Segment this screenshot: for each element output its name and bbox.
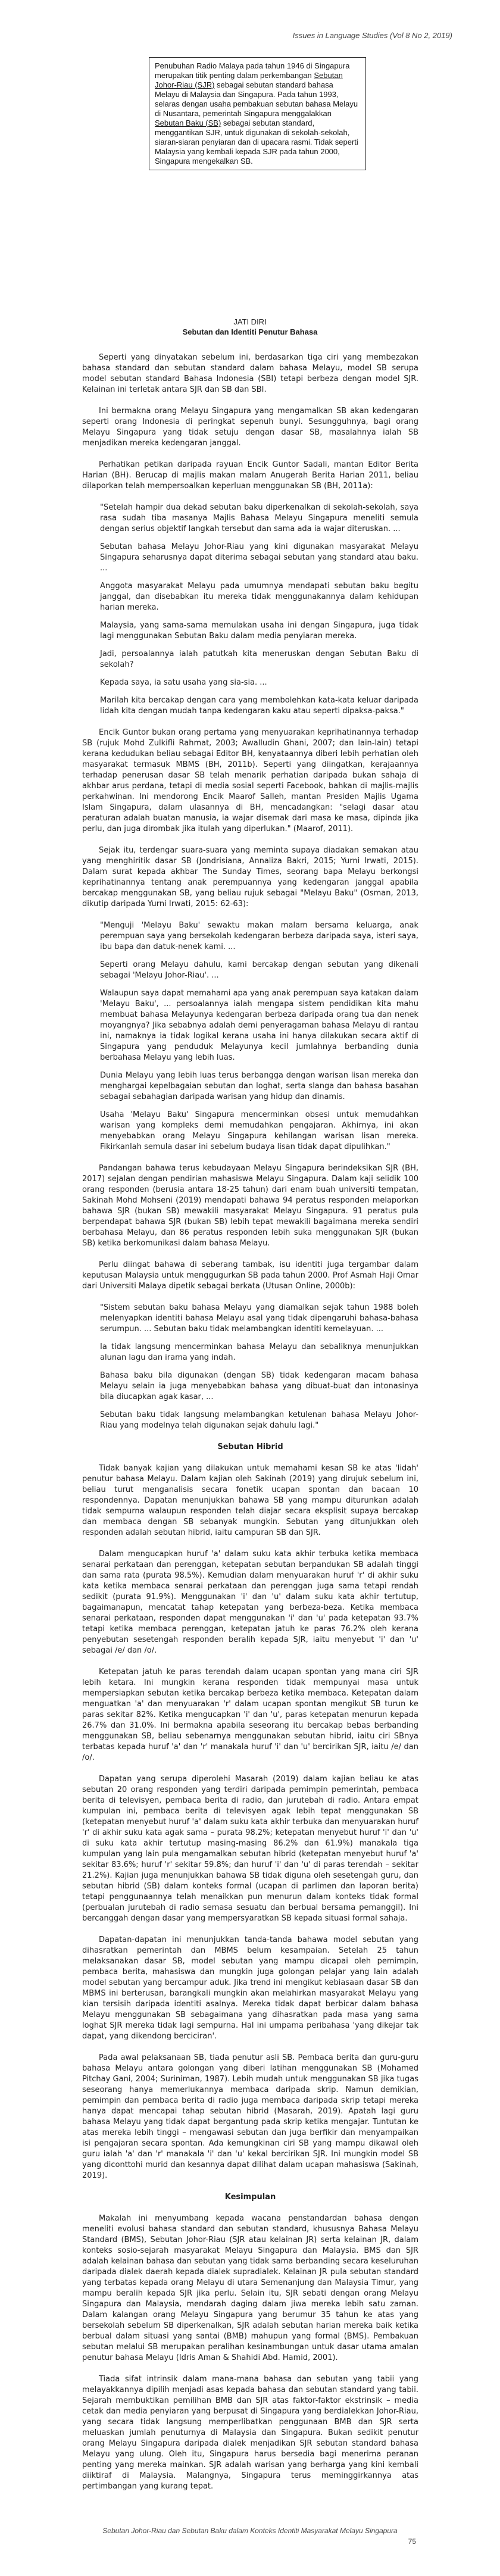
block-quote: Usaha 'Melayu Baku' Singapura mencerminkan obsesi untuk memudahkan warisan yang kompleks demi memudahkan pengajaran. Akhirnya, ini akan menyebabkan orang Melayu Singapura kehilangan warisan lisan mereka. Fikirkanlah semula dasar ini sebelum budaya lisan tidak dapat dipulihkan."	[100, 1110, 418, 1151]
article-body	[82, 352, 418, 2503]
highlight-underline-sb: Sebutan Baku (SB)	[155, 118, 221, 127]
paragraph: Perhatikan petikan daripada rayuan Encik Guntor Sadali, mantan Editor Berita Harian (BH). Berucap di majlis makan malam Anugerah Berita Harian 2011, beliau dilaporkan telah mempersoalkan keperluan menggunakan SB (BH, 2011a):	[82, 460, 418, 491]
paragraph: Dalam mengucapkan huruf 'a' dalam suku kata akhir terbuka ketika membaca senarai perkataan dan perenggan, ketepatan sebutan berpandukan SB adalah tinggi dan sama rata (purata 98.5%). Kemudian dalam menyuarakan huruf 'r' di akhir suku kata ketika membaca senarai perkataan dan perenggan juga sama tetapi rendah sedikit (purata 91.9%). Menggunakan 'i' dan 'u' dalam suku kata akhir tertutup, bagaimanapun, mencatat tahap ketepatan yang berbeza-beza. Ketika membaca senarai perkataan, responden dapat menggunakan 'i' dan 'u' pada ketepatan 93.7% tetapi ketika membaca perenggan, ketepatan jatuh ke paras 76.2% oleh kerana penyebutan sesetengah responden beralih kepada SJR, iaitu menyebut 'i' dan 'u' sebagai /e/ dan /o/.	[82, 1550, 418, 1655]
block-quote: Sebutan baku tidak langsung melambangkan ketulenan bahasa Melayu Johor-Riau yang modelnya telah digunakan sejak dahulu lagi."	[100, 1410, 418, 1430]
section-heading-subtitle: Sebutan dan Identiti Penutur Bahasa	[182, 327, 318, 336]
block-quote: "Setelah hampir dua dekad sebutan baku diperkenalkan di sekolah-sekolah, saya rasa sudah tiba masanya Majlis Bahasa Melayu Singapura meneliti semula dengan serius objektif langkah tersebut dan sama ada ia wajar diteruskan. ...	[100, 503, 418, 533]
highlight-text-start: Penubuhan Radio Malaya pada tahun 1946 di Singapura merupakan titik penting dalam perkembangan	[155, 61, 350, 80]
block-quote: Seperti orang Melayu dahulu, kami bercakap dengan sebutan yang dikenali sebagai 'Melayu Johor-Riau'. ...	[100, 960, 418, 980]
paragraph: Tidak banyak kajian yang dilakukan untuk memahami kesan SB ke atas 'lidah' penutur bahasa Melayu. Dalam kajian oleh Sakinah (2019) yang dirujuk sebelum ini, beliau turut menganalisis secara fonetik ucapan spontan dan bacaan 10 respondennya. Dapatan menunjukkan bahawa SB yang mampu diturunkan adalah tidak sempurna walaupun responden telah diajar secara eksplisit supaya bercakap dan membaca dengan SB sebanyak mungkin. Sebutan yang ditunjukkan oleh responden adalah sebutan hibrid, iaitu campuran SB dan SJR.	[82, 1464, 418, 1537]
block-quote: "Sistem sebutan baku bahasa Melayu yang diamalkan sejak tahun 1988 boleh melenyapkan identiti bahasa Melayu asal yang tidak dipengaruhi bahasa-bahasa serumpun. ... Sebutan baku tidak melambangkan identiti kemelayuan. ...	[100, 1303, 418, 1334]
block-quote: Dunia Melayu yang lebih luas terus berbangga dengan warisan lisan mereka dan menghargai kepelbagaian sebutan dan loghat, serta slanga dan bahasa basahan sebagai sebahagian daripada warisan yang hidup dan dinamis.	[100, 1071, 418, 1101]
paragraph: Ini bermakna orang Melayu Singapura yang mengamalkan SB akan kedengaran seperti orang Indonesia di peringkat sepenuh bunyi. Sesungguhnya, bagi orang Melayu Singapura yang tidak setuju dengan dasar SB, masalahnya ialah SB menjadikan mereka kedengaran janggal.	[82, 407, 418, 448]
paragraph: Makalah ini menyumbang kepada wacana penstandardan bahasa dengan meneliti evolusi bahasa standard dan sebutan standard, khususnya Bahasa Melayu Standard (BMS), Sebutan Johor-Riau (SJR atau kelainan JR) serta kelainan JR, dalam konteks sosio-sejarah masyarakat Melayu Singapura dan Malaysia. BMS dan SJR adalah kelainan bahasa dan sebutan yang tidak sama berbanding secara keseluruhan daripada dialek daerah kepada dialek supradialek. Kelainan JR pula sebutan standard yang terbatas kepada orang Melayu di utara Semenanjung dan Malaysia Timur, yang mampu beralih kepada SJR jika perlu. Selain itu, SJR sebati dengan orang Melayu Singapura dan Malaysia, mendarah daging dalam jiwa mereka lebih satu zaman. Dalam kalangan orang Melayu Singapura yang berumur 35 tahun ke atas yang bersekolah sebelum SB diperkenalkan, SJR adalah sebutan harian mereka baik ketika berbual dalam situasi yang santai (BMB) mahupun yang formal (BMS). Pembakuan sebutan melalui SB merupakan peralihan kesinambungan untuk dasar utama amalan penutur bahasa Melayu (Idris Aman & Shahidi Abd. Hamid, 2001).	[82, 2214, 418, 2362]
paragraph: Ketepatan jatuh ke paras terendah dalam ucapan spontan yang mana ciri SJR lebih ketara. Ini mungkin kerana responden tidak mempunyai masa untuk mempersiapkan sebutan ketika bercakap berbeza ketika membaca. Ketepatan dalam menguatkan 'a' dan menyuarakan 'r' dalam ucapan spontan mengikut SB turun ke paras sekitar 82%. Ketika mengucapkan 'i' dan 'u', paras ketepatan menurun kepada 26.7% dan 31.0%. Ini bermakna apabila seseorang itu bercakap bebas berbanding menggunakan SB, beliau sebenarnya menggunakan sebutan hibrid, iaitu ciri SBnya terbatas kepada huruf 'a' dan 'r' manakala huruf 'i' dan 'u' bercirikan SJR, iaitu /e/ dan /o/.	[82, 1668, 418, 1762]
paragraph: Perlu diingat bahawa di seberang tambak, isu identiti juga tergambar dalam keputusan Malaysia untuk menggugurkan SB pada tahun 2000. Prof Asmah Haji Omar dari Universiti Malaya dipetik sebagai berkata (Utusan Online, 2000b):	[82, 1260, 418, 1291]
highlight-text-end: sebagai sebutan standard, menggantikan SJR, untuk digunakan di sekolah-sekolah, siaran-siaran penyiaran dan di upacara rasmi. Tidak seperti Malaysia yang kembali kepada SJR pada tahun 2000, Singapura mengekalkan SB.	[155, 118, 358, 166]
section-title-hibrid: Sebutan Hibrid	[217, 1442, 283, 1451]
paragraph: Seperti yang dinyatakan sebelum ini, berdasarkan tiga ciri yang membezakan bahasa standard dan sebutan standard dalam bahasa Melayu, model SB serupa model sebutan standard Bahasa Indonesia (SBI) tetapi berbeza dengan model SJR. Kelainan ini terletak antara SJR dan SB dan SBI.	[82, 353, 418, 394]
paragraph: Encik Guntor bukan orang pertama yang menyuarakan keprihatinannya terhadap SB (rujuk Mohd Zulkifli Rahmat, 2003; Awalludin Ghani, 2007; dan lain-lain) tetapi kerana kedudukan beliau sebagai Editor BH, kenyataannya diberi lebih perhatian oleh masyarakat termasuk MBMS (BH, 2011b). Seperti yang diingatkan, kerajaannya terhadap penerusan dasar SB telah menarik perhatian daripada bukan sahaja di akhbar arus perdana, tetapi di media sosial seperti Facebook, bahkan di majlis-majlis perkahwinan. Ini mendorong Encik Maarof Salleh, mantan Presiden Majlis Ugama Islam Singapura, dalam ulasannya di BH, mencadangkan: "selagi dasar atau peraturan adalah buatan manusia, ia wajar disemak dari masa ke masa, dipinda jika perlu, dan juga dirombak jika itulah yang diperlukan." (Maarof, 2011).	[82, 728, 418, 833]
block-quote: Sebutan bahasa Melayu Johor-Riau yang kini digunakan masyarakat Melayu Singapura seharusnya dapat diterima sebagai sebutan yang standard atau baku. ...	[100, 542, 418, 573]
block-quote: "Menguji 'Melayu Baku' sewaktu makan malam bersama keluarga, anak perempuan saya yang bersekolah kedengaran berbeza daripada saya, isteri saya, ibu bapa dan datuk-nenek kami. ...	[100, 921, 418, 951]
highlight-underline-sjr: Sebutan Johor-Riau (SJR)	[155, 71, 343, 89]
paragraph: Pada awal pelaksanaan SB, tiada penutur asli SB. Pembaca berita dan guru-guru bahasa Melayu antara golongan yang diberi latihan menggunakan SB (Mohamed Pitchay Gani, 2004; Suriniman, 1987). Lebih mudah untuk menggunakan SB jika tugas seseorang hanya memerlukannya membaca daripada skrip. Namun demikian, pemimpin dan pembaca berita di radio juga membaca daripada skrip tetapi mereka hanya dapat mencapai tahap sebutan hibrid (Masarah, 2019). Apatah lagi guru bahasa Melayu yang tidak dapat bergantung pada skrip ketika mengajar. Tuntutan ke atas mereka lebih tinggi – mengawasi sebutan dan juga berfikir dan menyampaikan isi pengajaran secara spontan. Ada kemungkinan ciri SB yang mampu dikawal oleh guru ialah 'a' dan 'r' manakala 'i' dan 'u' kekal bercirikan SJR. Ini mungkin model SB yang diconttohi murid dan kesannya dapat dilihat dalam ucapan mahasiswa (Sakinah, 2019).	[82, 2053, 418, 2180]
highlight-text-middle: sebagai sebutan standard bahasa Melayu di Malaysia dan Singapura. Pada tahun 1993, selaras dengan usaha pembakuan sebutan bahasa Melayu di Nusantara, pemerintah Singapura menggalakkan	[155, 80, 358, 118]
paragraph: Dapatan yang serupa diperolehi Masarah (2019) dalam kajian beliau ke atas sebutan 20 orang responden yang terdiri daripada pemimpin pemerintah, pembaca berita di televisyen, pembaca berita di radio, dan jurutebah di radio. Antara empat kumpulan ini, pembaca berita di televisyen agak lebih tepat menggunakan SB (ketepatan menyebut huruf 'a' dalam suku kata akhir terbuka dan menyuarakan huruf 'r' di akhir suku kata agak sama – purata 98.2%; ketepatan menyebut huruf 'i' dan 'u' di suku kata akhir tertutup masing-masing 86.2% dan 61.9%) manakala tiga kumpulan yang lain pula mengamalkan sebutan hibrid (ketepatan menyebut huruf 'a' sekitar 83.6%; huruf 'r' sekitar 59.8%; dan huruf 'i' dan 'u' di paras terendah – sekitar 21.2%). Kajian juga menunjukkan bahawa SB tidak diguna oleh sesetengah guru, dan sebutan hibrid (SB) dalam konteks formal (ucapan di parlimen dan laporan berita) tetapi penggunaannya telah menaikkan pun menurun dalam konteks tidak formal (perbualan jurutebah di radio semasa sesuatu dan berbual bersama pemanggil). Ini bercanggah dengan dasar yang mempersyaratkan SB kepada situasi formal sahaja.	[82, 1775, 418, 1923]
block-quote: Walaupun saya dapat memahami apa yang anak perempuan saya katakan dalam 'Melayu Baku', ... persoalannya ialah mengapa sistem pendidikan kita mahu membuat bahasa Melayunya kedengaran berbeza daripada orang tua dan nenek moyangnya? Jika sebabnya adalah demi penyeragaman bahasa Melayu di rantau ini, namaknya ia tidak logikal kerana usaha ini hanya dilakukan secara aktif di Singapura yang penduduk Melayunya kecil jumlahnya berbanding dunia berbahasa Melayu yang lebih luas.	[100, 989, 418, 1062]
block-quote: Kepada saya, ia satu usaha yang sia-sia. ...	[100, 678, 267, 687]
page-number: 75	[408, 2537, 416, 2546]
section-heading-title: JATI DIRI	[233, 317, 267, 326]
running-footer: Sebutan Johor-Riau dan Sebutan Baku dalam Konteks Identiti Masyarakat Melayu Singapura	[102, 2527, 398, 2535]
paragraph: Tiada sifat intrinsik dalam mana-mana bahasa dan sebutan yang tabii yang melayakkannya dipilih menjadi asas kepada bahasa dan sebutan standard yang tabii. Sejarah membuktikan pemilihan BMB dan SJR atas faktor-faktor ekstrinsik – media cetak dan media penyiaran yang berpusat di Singapura yang berdialekkan Johor-Riau, yang secara tidak langsung memperlibatkan penggunaan BMB dan SJR serta meluaskan jumlah penuturnya di Malaysia dan Singapura. Bukan sedikit penutur orang Melayu Singapura daripada dialek menjadikan SJR sebutan standard bahasa Melayu yang ulung. Oleh itu, Singapura harus bersedia bagi menerima peranan penting yang mereka mainkan. SJR adalah warisan yang berharga yang kini kembali diiktiraf di Malaysia. Malangnya, Singapura terus meminggirkannya atas pertimbangan yang kurang tepat.	[82, 2375, 418, 2491]
highlight-box	[149, 57, 366, 170]
section-title-kesimpulan: Kesimpulan	[224, 2193, 276, 2202]
block-quote: Ia tidak langsung mencerminkan bahasa Melayu dan sebaliknya menunjukkan alunan lagu dan irama yang indah.	[100, 1342, 418, 1362]
paragraph: Dapatan-dapatan ini menunjukkan tanda-tanda bahawa model sebutan yang dihasratkan pemerintah dan MBMS belum kesampaian. Setelah 25 tahun melaksanakan dasar SB, model sebutan yang mampu dicapai oleh pemimpin, pembaca berita, mahasiswa dan mungkin juga golongan pelajar yang lain adalah model sebutan yang bercampur aduk. Jika trend ini mengikut kebiasaan dasar SB dan MBMS ini berterusan, barangkali mungkin akan melahirkan masyarakat Melayu yang kian tersisih daripada identiti asalnya. Mereka tidak dapat berbicar dalam bahasa Melayu menggunakan SB sebagaimana yang dihasratkan pada masa yang sama loghat SJR mereka tidak lagi sempurna. Hal ini umpama peribahasa 'yang dikejar tak dapat, yang dikendong berciciran'.	[82, 1935, 418, 2041]
journal-header: Issues in Language Studies (Vol 8 No 2, 2019)	[292, 31, 452, 40]
block-quote: Marilah kita bercakap dengan cara yang membolehkan kata-kata keluar daripada lidah kita dengan mudah tanpa kedengaran kaku atau seperti dipaksa-paksa."	[100, 696, 418, 716]
section-heading	[0, 317, 500, 337]
paragraph: Pandangan bahawa terus kebudayaan Melayu Singapura berindeksikan SJR (BH, 2017) sejalan dengan pendirian mahasiswa Melayu Singapura. Dalam kaji selidik 100 orang responden (berusia antara 18-25 tahun) dari enam buah universiti tempatan, Sakinah Mohd Mohseni (2019) mendapati bahawa 94 peratus responden melaporkan bahawa SJR (bukan SB) mewakili masyarakat Melayu Singapura. 91 peratus pula berpendapat bahawa SJR (bukan SB) lebih tepat mewakili bagaimana mereka sendiri berbahasa Melayu, dan 86 peratus responden lebih suka menggunakan SJR (bukan SB) ketika berkomunikasi dalam bahasa Melayu.	[82, 1164, 418, 1248]
block-quote: Malaysia, yang sama-sama memulakan usaha ini dengan Singapura, juga tidak lagi menggunakan Sebutan Baku dalam media penyiaran mereka.	[100, 621, 418, 641]
block-quote: Bahasa baku bila digunakan (dengan SB) tidak kedengaran macam bahasa Melayu selain ia juga menyebabkan bahasa yang dibuat-buat dan intonasinya bila diucapkan agak kasar, ...	[100, 1371, 418, 1401]
block-quote: Anggota masyarakat Melayu pada umumnya mendapati sebutan baku begitu janggal, dan disebabkan itu mereka tidak menggunakannya dalam kehidupan harian mereka.	[100, 582, 418, 612]
block-quote: Jadi, persoalannya ialah patutkah kita meneruskan dengan Sebutan Baku di sekolah?	[100, 650, 418, 669]
paragraph: Sejak itu, terdengar suara-suara yang meminta supaya diadakan semakan atau yang menghiritik dasar SB (Jondrisiana, Annaliza Bakri, 2015; Yurni Irwati, 2015). Dalam surat kepada akhbar The Sunday Times, seorang bapa Melayu berkongsi keprihatinannya tentang anak perempuannya yang kedengaran janggal apabila bercakap menggunakan SB, yang beliau rujuk sebagai "Melayu Baku" (Osman, 2013, dikutip daripada Yurni Irwati, 2015: 62-63):	[82, 846, 418, 908]
